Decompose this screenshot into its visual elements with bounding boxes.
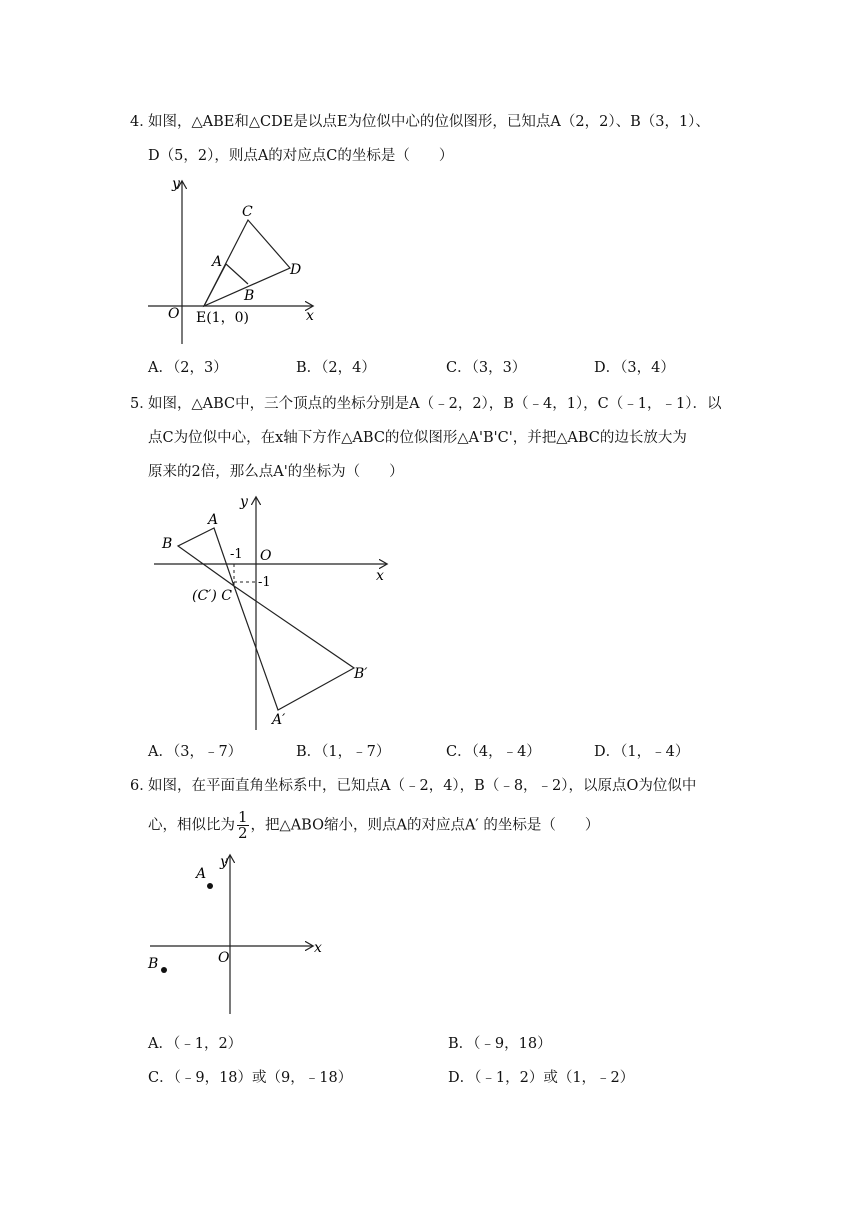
label-x: x: [306, 308, 314, 324]
label-x: x: [376, 568, 384, 584]
fraction-numerator: 1: [238, 808, 248, 826]
label-c: C: [242, 204, 253, 220]
question-5-number: 5．: [130, 396, 154, 412]
fraction-denominator: 2: [238, 824, 248, 842]
label-o: O: [168, 306, 180, 322]
label-neg1-x: -1: [230, 547, 243, 562]
label-o: O: [260, 548, 272, 564]
question-5-text-line2: 点C为位似中心，在x轴下方作△ABC的位似图形△A'B'C'，并把△ABC的边长放大为: [148, 430, 687, 446]
q4-option-b: B．（2，4）: [296, 360, 376, 376]
label-y: y: [172, 176, 180, 192]
label-y: y: [220, 854, 228, 870]
question-6-figure: [144, 852, 344, 1018]
q5-option-d: D．（1，﹣4）: [594, 744, 690, 760]
question-5-figure: [150, 488, 400, 734]
label-b: B: [148, 956, 159, 972]
label-b: B: [162, 536, 173, 552]
label-c: (C′) C: [192, 588, 232, 604]
triangle-abc: [178, 528, 234, 586]
triangle-abe: [204, 264, 248, 306]
q5-option-a: A．（3，﹣7）: [148, 744, 243, 760]
label-neg1-y: -1: [258, 575, 271, 590]
label-b: B: [244, 288, 255, 304]
q6-option-c: C．（﹣9，18）或（9，﹣18）: [148, 1070, 353, 1086]
point-b: [161, 967, 167, 973]
question-6-text-line2a: 心，相似比为: [148, 817, 235, 834]
label-e: E(1，0): [196, 310, 249, 326]
q4-option-c: C．（3，3）: [446, 360, 527, 376]
label-b-prime: B′: [354, 666, 368, 682]
question-6-text-line2: [148, 810, 599, 841]
label-a: A: [212, 254, 223, 270]
fraction-one-half: [237, 810, 249, 841]
q6-option-b: B．（﹣9，18）: [448, 1036, 552, 1052]
q4-option-a: A．（2，3）: [148, 360, 228, 376]
label-d: D: [290, 262, 302, 278]
label-o: O: [218, 950, 230, 966]
question-4-number: 4．: [130, 114, 154, 130]
question-5-text-line1: 如图，△ABC中，三个顶点的坐标分别是A（﹣2，2），B（﹣4，1），C（﹣1，﹣1）．以: [148, 396, 722, 412]
label-a-prime: A′: [272, 712, 286, 728]
q5-option-c: C．（4，﹣4）: [446, 744, 541, 760]
label-x: x: [314, 940, 322, 956]
q5-option-b: B．（1，﹣7）: [296, 744, 391, 760]
question-4-figure: [140, 172, 340, 352]
question-6-number: 6．: [130, 778, 154, 794]
label-a: A: [208, 512, 219, 528]
question-4-text-line2: D（5，2），则点A的对应点C的坐标是（ ）: [148, 148, 454, 164]
question-6-text-line2b: ，把△ABO缩小，则点A的对应点A′ 的坐标是（ ）: [250, 817, 600, 834]
point-a: [207, 883, 213, 889]
label-y: y: [240, 494, 248, 510]
question-5-text-line3: 原来的2倍，那么点A'的坐标为（ ）: [148, 464, 404, 480]
question-4-text-line1: 如图，△ABE和△CDE是以点E为位似中心的位似图形，已知点A（2，2）、B（3，1）、: [148, 114, 710, 130]
question-6-text-line1: 如图，在平面直角坐标系中，已知点A（﹣2，4），B（﹣8，﹣2），以原点O为位似中: [148, 778, 697, 794]
triangle-a2b2c2: [234, 586, 354, 710]
label-a: A: [196, 866, 207, 882]
q6-option-a: A．（﹣1，2）: [148, 1036, 243, 1052]
q6-option-d: D．（﹣1，2）或（1，﹣2）: [448, 1070, 635, 1086]
q4-option-d: D．（3，4）: [594, 360, 675, 376]
